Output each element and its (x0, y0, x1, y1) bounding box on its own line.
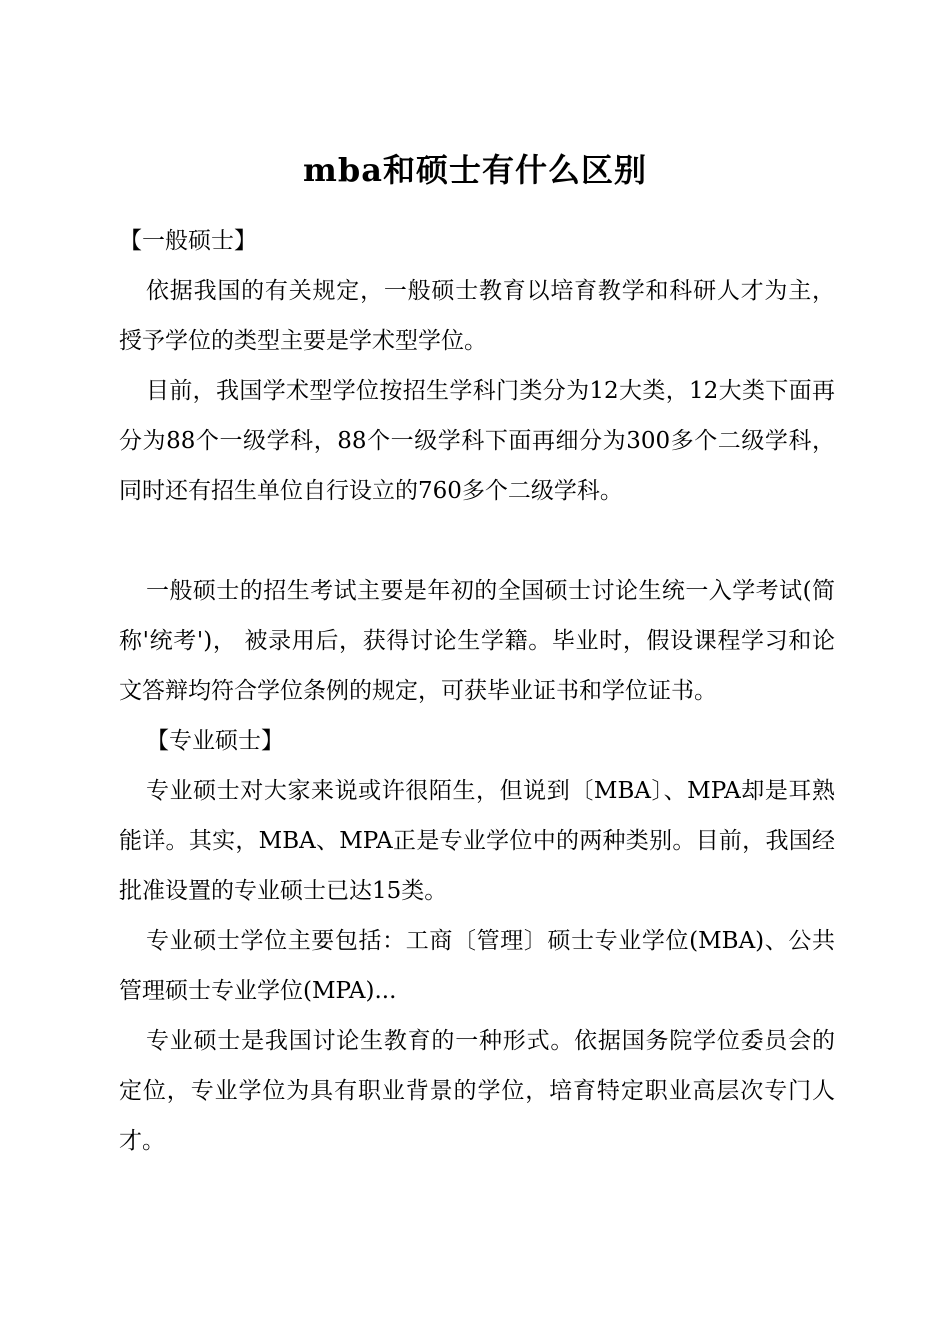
blank-line (119, 516, 835, 566)
paragraph: 专业硕士学位主要包括：工商〔管理〕硕士专业学位(MBA)、公共管理硕士专业学位(MPA)... (119, 928, 835, 1004)
paragraph: 依据我国的有关规定，一般硕士教育以培育教学和科研人才为主，授予学位的类型主要是学术型学位。 (119, 278, 835, 354)
paragraph: 目前，我国学术型学位按招生学科门类分为12大类，12大类下面再分为88个一级学科，88个一级学科下面再细分为300多个二级学科，同时还有招生单位自行设立的760多个二级学科。 (119, 378, 835, 504)
document-body (119, 216, 835, 1166)
paragraph: 专业硕士是我国讨论生教育的一种形式。依据国务院学位委员会的定位，专业学位为具有职业背景的学位，培育特定职业高层次专门人才。 (119, 1028, 835, 1154)
section-heading-professional: 【专业硕士】 (146, 728, 284, 754)
paragraph: 专业硕士对大家来说或许很陌生，但说到〔MBA〕、MPA却是耳熟能详。其实，MBA、MPA正是专业学位中的两种类别。目前，我国经批准设置的专业硕士已达15类。 (119, 778, 835, 904)
document-title: mba和硕士有什么区别 (303, 151, 647, 189)
section-heading-general: 【一般硕士】 (119, 228, 257, 254)
paragraph: 一般硕士的招生考试主要是年初的全国硕士讨论生统一入学考试(简称'统考')， 被录用后，获得讨论生学籍。毕业时，假设课程学习和论文答辩均符合学位条例的规定，可获毕业证书和学位证书。 (119, 578, 835, 704)
